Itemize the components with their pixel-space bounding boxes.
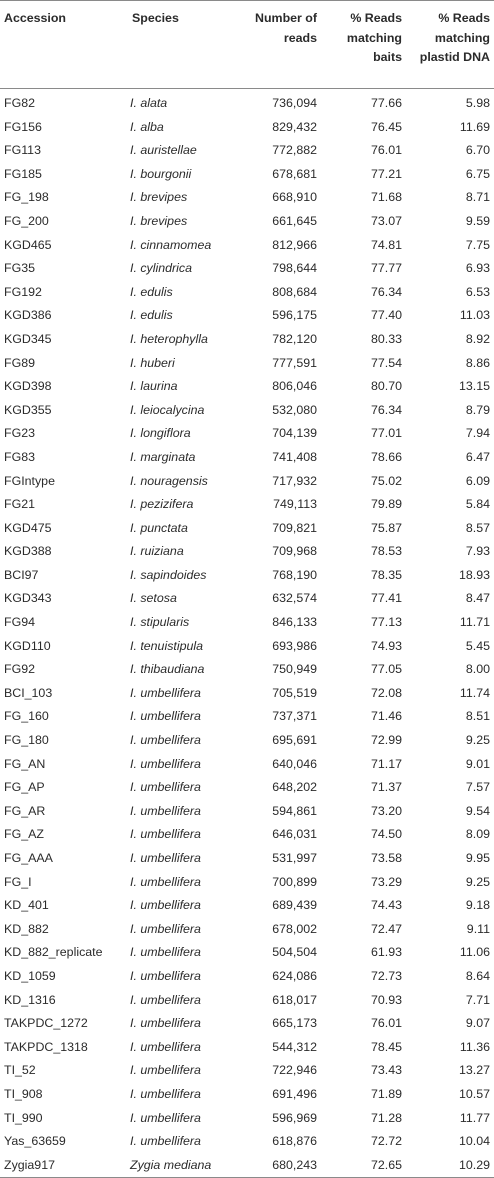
baits-cell: 76.01 [370, 1016, 402, 1031]
reads-cell: 717,932 [272, 473, 317, 488]
accession-cell: FGIntype [4, 473, 55, 488]
table-row [0, 210, 494, 234]
species-cell: I. thibaudiana [130, 662, 205, 677]
species-cell: I. setosa [130, 591, 177, 606]
plastid-cell: 10.57 [458, 1086, 490, 1101]
reads-cell: 532,080 [272, 402, 317, 417]
plastid-cell: 11.71 [459, 615, 490, 630]
table-row [0, 163, 494, 187]
baits-cell: 71.46 [370, 709, 402, 724]
reads-cell: 772,882 [272, 143, 317, 158]
table-row [0, 658, 494, 682]
accession-cell: KGD388 [4, 544, 52, 559]
species-cell: I. pezizifera [130, 497, 194, 512]
species-cell: I. punctata [130, 520, 188, 535]
baits-cell: 78.53 [370, 544, 402, 559]
table-row [0, 139, 494, 163]
table-row [0, 352, 494, 376]
table-row [0, 470, 494, 494]
reads-cell: 846,133 [272, 615, 317, 630]
accession-cell: FG21 [4, 497, 35, 512]
species-cell: I. tenuistipula [130, 638, 204, 653]
plastid-cell: 8.79 [465, 402, 490, 417]
reads-cell: 709,821 [272, 520, 317, 535]
reads-cell: 705,519 [272, 685, 317, 700]
plastid-cell: 5.84 [465, 497, 490, 512]
table-row [0, 281, 494, 305]
accession-cell: FG23 [4, 426, 35, 441]
accession-cell: FG83 [4, 449, 35, 464]
reads-cell: 678,681 [272, 166, 317, 181]
plastid-cell: 6.47 [465, 449, 490, 464]
table-row [0, 941, 494, 965]
baits-cell: 72.73 [370, 968, 402, 983]
table-row [0, 257, 494, 281]
plastid-cell: 10.29 [458, 1157, 490, 1172]
table-row [0, 587, 494, 611]
baits-cell: 74.93 [370, 638, 402, 653]
species-cell: I. sapindoides [130, 567, 207, 582]
reads-cell: 812,966 [272, 237, 317, 252]
species-cell: I. edulis [130, 284, 173, 299]
reads-cell: 695,691 [272, 733, 317, 748]
baits-cell: 78.66 [370, 449, 402, 464]
reads-cell: 504,504 [272, 945, 317, 960]
reads-cell: 806,046 [272, 379, 317, 394]
plastid-cell: 13.15 [458, 379, 490, 394]
species-cell: I. cinnamomea [130, 237, 212, 252]
plastid-cell: 13.27 [458, 1063, 490, 1078]
table-row [0, 1083, 494, 1107]
plastid-cell: 11.74 [459, 685, 490, 700]
baits-cell: 75.87 [370, 520, 402, 535]
reads-cell: 678,002 [272, 921, 317, 936]
plastid-cell: 11.77 [459, 1110, 490, 1125]
plastid-cell: 11.03 [459, 308, 490, 323]
species-cell: I. marginata [130, 449, 196, 464]
table-row [0, 989, 494, 1013]
species-cell: I. huberi [130, 355, 175, 370]
accession-cell: FG156 [4, 119, 42, 134]
species-cell: I. umbellifera [130, 756, 201, 771]
table-row [0, 1012, 494, 1036]
accession-cell: KGD343 [4, 591, 52, 606]
plastid-cell: 7.93 [465, 544, 490, 559]
accession-cell: FG_AN [4, 756, 46, 771]
baits-cell: 77.05 [370, 662, 402, 677]
baits-cell: 74.81 [370, 237, 402, 252]
accession-cell: FG94 [4, 615, 35, 630]
table-row [0, 1107, 494, 1131]
species-cell: I. bourgonii [130, 166, 192, 181]
accession-cell: FG_180 [4, 733, 49, 748]
table-row [0, 635, 494, 659]
reads-cell: 544,312 [272, 1039, 317, 1054]
plastid-cell: 18.93 [458, 567, 490, 582]
plastid-cell: 8.57 [465, 520, 490, 535]
accession-cell: FG_AZ [4, 827, 44, 842]
plastid-cell: 8.00 [465, 662, 490, 677]
baits-cell: 73.43 [370, 1063, 402, 1078]
baits-cell: 76.45 [370, 119, 402, 134]
reads-cell: 782,120 [272, 331, 317, 346]
header-reads-matching-baits: % Reads matching baits [346, 11, 402, 64]
baits-cell: 76.34 [370, 284, 402, 299]
reads-cell: 808,684 [272, 284, 317, 299]
plastid-cell: 9.25 [465, 733, 490, 748]
plastid-cell: 8.51 [465, 709, 490, 724]
species-cell: I. umbellifera [130, 992, 201, 1007]
plastid-cell: 11.36 [459, 1039, 490, 1054]
baits-cell: 80.70 [370, 379, 402, 394]
accession-cell: KGD345 [4, 331, 52, 346]
table-row [0, 1036, 494, 1060]
reads-cell: 691,496 [272, 1086, 317, 1101]
baits-cell: 77.77 [370, 261, 402, 276]
accession-cell: KGD398 [4, 379, 52, 394]
accession-cell: TI_52 [4, 1063, 36, 1078]
table-row [0, 705, 494, 729]
species-cell: I. umbellifera [130, 874, 201, 889]
plastid-cell: 8.71 [465, 190, 490, 205]
accession-cell: KD_401 [4, 898, 49, 913]
accession-cell: FG_AP [4, 780, 45, 795]
reads-cell: 700,899 [272, 874, 317, 889]
reads-cell: 594,861 [272, 803, 317, 818]
baits-cell: 73.58 [370, 851, 402, 865]
accession-cell: KGD355 [4, 402, 52, 417]
table-row [0, 304, 494, 328]
accession-cell: KD_1316 [4, 992, 56, 1007]
baits-cell: 76.01 [370, 143, 402, 158]
accession-cell: FG35 [4, 261, 35, 276]
plastid-cell: 6.93 [465, 261, 490, 276]
accession-cell: FG_200 [4, 213, 49, 228]
plastid-cell: 9.18 [465, 898, 490, 913]
reads-cell: 693,986 [272, 638, 317, 653]
accession-cell: FG192 [4, 284, 42, 299]
table-row [0, 540, 494, 564]
baits-cell: 72.65 [370, 1157, 402, 1172]
species-cell: I. umbellifera [130, 1134, 201, 1149]
species-cell: I. umbellifera [130, 780, 201, 795]
accession-cell: FG92 [4, 662, 35, 677]
baits-cell: 79.89 [370, 497, 402, 512]
plastid-cell: 5.45 [465, 638, 490, 653]
accession-cell: FG_AAA [4, 851, 53, 865]
species-cell: I. longiflora [130, 426, 191, 441]
table-row [0, 1154, 494, 1178]
accession-cell: KGD386 [4, 308, 52, 323]
reads-cell: 737,371 [272, 709, 317, 724]
baits-cell: 72.72 [370, 1134, 402, 1149]
reads-cell: 596,175 [272, 308, 317, 323]
reads-cell: 798,644 [272, 261, 317, 276]
plastid-cell: 11.69 [459, 119, 490, 134]
baits-cell: 77.21 [370, 166, 402, 181]
accession-cell: FG185 [4, 166, 42, 181]
species-cell: I. edulis [130, 308, 173, 323]
header-species: Species [132, 11, 179, 25]
plastid-cell: 7.75 [465, 237, 490, 252]
species-cell: I. umbellifera [130, 733, 201, 748]
table-row [0, 517, 494, 541]
reads-cell: 646,031 [272, 827, 317, 842]
header-accession: Accession [4, 11, 66, 25]
table-row [0, 918, 494, 942]
baits-cell: 77.40 [370, 308, 402, 323]
table-row [0, 89, 494, 116]
header-reads-matching-plastid: % Reads matching plastid DNA [419, 11, 490, 64]
table-row [0, 611, 494, 635]
plastid-cell: 6.75 [465, 166, 490, 181]
accession-cell: KGD475 [4, 520, 52, 535]
plastid-cell: 6.70 [465, 143, 490, 158]
species-cell: I. alata [130, 96, 168, 110]
table-row [0, 375, 494, 399]
species-cell: I. umbellifera [130, 898, 201, 913]
baits-cell: 72.08 [370, 685, 402, 700]
table-body [0, 89, 494, 1178]
header-number-of-reads: Number of reads [255, 11, 317, 45]
reads-cell: 618,876 [272, 1134, 317, 1149]
baits-cell: 71.17 [370, 756, 402, 771]
baits-cell: 71.68 [370, 190, 402, 205]
plastid-cell: 7.94 [465, 426, 490, 441]
baits-cell: 71.37 [370, 780, 402, 795]
reads-cell: 768,190 [272, 567, 317, 582]
plastid-cell: 8.09 [465, 827, 490, 842]
plastid-cell: 5.98 [465, 96, 490, 110]
table-row [0, 116, 494, 140]
reads-cell: 704,139 [272, 426, 317, 441]
table-row [0, 800, 494, 824]
species-cell: I. leiocalycina [130, 402, 205, 417]
baits-cell: 76.34 [370, 402, 402, 417]
plastid-cell: 9.95 [465, 851, 490, 865]
plastid-cell: 9.25 [465, 874, 490, 889]
reads-cell: 750,949 [272, 662, 317, 677]
baits-cell: 71.28 [370, 1110, 402, 1125]
baits-cell: 80.33 [370, 331, 402, 346]
plastid-cell: 8.47 [465, 591, 490, 606]
plastid-cell: 6.09 [465, 473, 490, 488]
accession-cell: BCI_103 [4, 685, 53, 700]
baits-cell: 77.01 [370, 426, 402, 441]
accession-cell: FG82 [4, 96, 35, 110]
table-row [0, 682, 494, 706]
reads-cell: 680,243 [272, 1157, 317, 1172]
species-cell: I. umbellifera [130, 945, 201, 960]
baits-cell: 77.54 [370, 355, 402, 370]
baits-cell: 77.66 [370, 96, 402, 110]
baits-cell: 77.13 [370, 615, 402, 630]
species-cell: I. cylindrica [130, 261, 192, 276]
species-cell: I. umbellifera [130, 685, 201, 700]
accession-cell: Zygia917 [4, 1157, 55, 1172]
table-row [0, 186, 494, 210]
reads-cell: 632,574 [272, 591, 317, 606]
table-row [0, 894, 494, 918]
table-row [0, 422, 494, 446]
species-cell: I. umbellifera [130, 709, 201, 724]
table-row [0, 847, 494, 871]
reads-cell: 709,968 [272, 544, 317, 559]
baits-cell: 75.02 [370, 473, 402, 488]
reads-cell: 596,969 [272, 1110, 317, 1125]
table-row [0, 965, 494, 989]
plastid-cell: 9.07 [465, 1016, 490, 1031]
reads-cell: 640,046 [272, 756, 317, 771]
table-row [0, 1130, 494, 1154]
table-row [0, 564, 494, 588]
plastid-cell: 7.57 [465, 780, 490, 795]
species-cell: I. brevipes [130, 190, 188, 205]
reads-cell: 749,113 [273, 497, 317, 512]
reads-cell: 736,094 [272, 96, 317, 110]
baits-cell: 71.89 [370, 1086, 402, 1101]
table-row [0, 1059, 494, 1083]
accession-cell: FG_I [4, 874, 32, 889]
reads-cell: 668,910 [272, 190, 317, 205]
baits-cell: 74.43 [370, 898, 402, 913]
baits-cell: 78.45 [370, 1039, 402, 1054]
species-cell: I. umbellifera [130, 1039, 201, 1054]
accession-cell: FG89 [4, 355, 35, 370]
reads-cell: 618,017 [272, 992, 317, 1007]
table-row [0, 328, 494, 352]
species-cell: I. umbellifera [130, 1016, 201, 1031]
species-cell: I. heterophylla [130, 331, 208, 346]
reads-cell: 741,408 [272, 449, 317, 464]
table-row [0, 729, 494, 753]
reads-cell: 689,439 [272, 898, 317, 913]
reads-cell: 624,086 [272, 968, 317, 983]
plastid-cell: 7.71 [465, 992, 490, 1007]
table-row [0, 823, 494, 847]
accession-cell: KD_882 [4, 921, 49, 936]
species-cell: I. laurina [130, 379, 178, 394]
species-cell: I. umbellifera [130, 827, 201, 842]
table-header-row [0, 1, 494, 89]
table-row [0, 776, 494, 800]
accession-cell: TI_990 [4, 1110, 43, 1125]
accession-cell: FG_160 [4, 709, 49, 724]
species-cell: I. auristellae [130, 143, 197, 158]
species-cell: I. ruiziana [130, 544, 184, 559]
baits-cell: 72.47 [370, 921, 402, 936]
table-row [0, 399, 494, 423]
reads-cell: 722,946 [272, 1063, 317, 1078]
species-cell: I. brevipes [130, 213, 188, 228]
table-row [0, 493, 494, 517]
plastid-cell: 8.64 [465, 968, 490, 983]
baits-cell: 73.20 [370, 803, 402, 818]
plastid-cell: 9.59 [465, 213, 490, 228]
plastid-cell: 9.54 [465, 803, 490, 818]
table-row [0, 446, 494, 470]
plastid-cell: 8.86 [465, 355, 490, 370]
accession-cell: TI_908 [4, 1086, 43, 1101]
plastid-cell: 11.06 [459, 945, 490, 960]
species-cell: I. umbellifera [130, 803, 201, 818]
species-cell: I. umbellifera [130, 1110, 201, 1125]
baits-cell: 77.41 [370, 591, 402, 606]
accession-cell: FG_AR [4, 803, 46, 818]
reads-cell: 661,645 [272, 213, 317, 228]
species-cell: I. umbellifera [130, 1063, 201, 1078]
baits-cell: 74.50 [370, 827, 402, 842]
accession-cell: TAKPDC_1272 [4, 1016, 88, 1031]
species-cell: I. umbellifera [130, 851, 201, 865]
reads-cell: 777,591 [272, 355, 317, 370]
accession-cell: KGD465 [4, 237, 52, 252]
accession-cell: FG_198 [4, 190, 49, 205]
reads-cell: 829,432 [272, 119, 317, 134]
species-cell: I. umbellifera [130, 921, 201, 936]
plastid-cell: 8.92 [465, 331, 490, 346]
baits-cell: 73.29 [370, 874, 402, 889]
baits-cell: 73.07 [370, 213, 402, 228]
plastid-cell: 9.11 [466, 921, 490, 936]
table-row [0, 871, 494, 895]
plastid-cell: 9.01 [465, 756, 490, 771]
species-cell: I. umbellifera [130, 968, 201, 983]
baits-cell: 61.93 [370, 945, 402, 960]
baits-cell: 78.35 [370, 567, 402, 582]
species-cell: I. nouragensis [130, 473, 208, 488]
baits-cell: 72.99 [370, 733, 402, 748]
accession-cell: BCI97 [4, 567, 39, 582]
reads-cell: 531,997 [272, 851, 317, 865]
accession-cell: KD_1059 [4, 968, 56, 983]
species-cell: I. alba [130, 119, 164, 134]
reads-cell: 648,202 [272, 780, 317, 795]
baits-cell: 70.93 [370, 992, 402, 1007]
accession-cell: FG113 [4, 143, 41, 158]
species-cell: Zygia mediana [130, 1157, 212, 1172]
accession-cell: KGD110 [4, 638, 51, 653]
accession-cell: Yas_63659 [4, 1134, 66, 1149]
plastid-cell: 10.04 [458, 1134, 490, 1149]
accession-cell: KD_882_replicate [4, 945, 103, 960]
table-row [0, 234, 494, 258]
accession-cell: TAKPDC_1318 [4, 1039, 88, 1054]
plastid-cell: 6.53 [465, 284, 490, 299]
species-cell: I. umbellifera [130, 1086, 201, 1101]
reads-cell: 665,173 [272, 1016, 317, 1031]
table-row [0, 753, 494, 777]
species-cell: I. stipularis [130, 615, 190, 630]
